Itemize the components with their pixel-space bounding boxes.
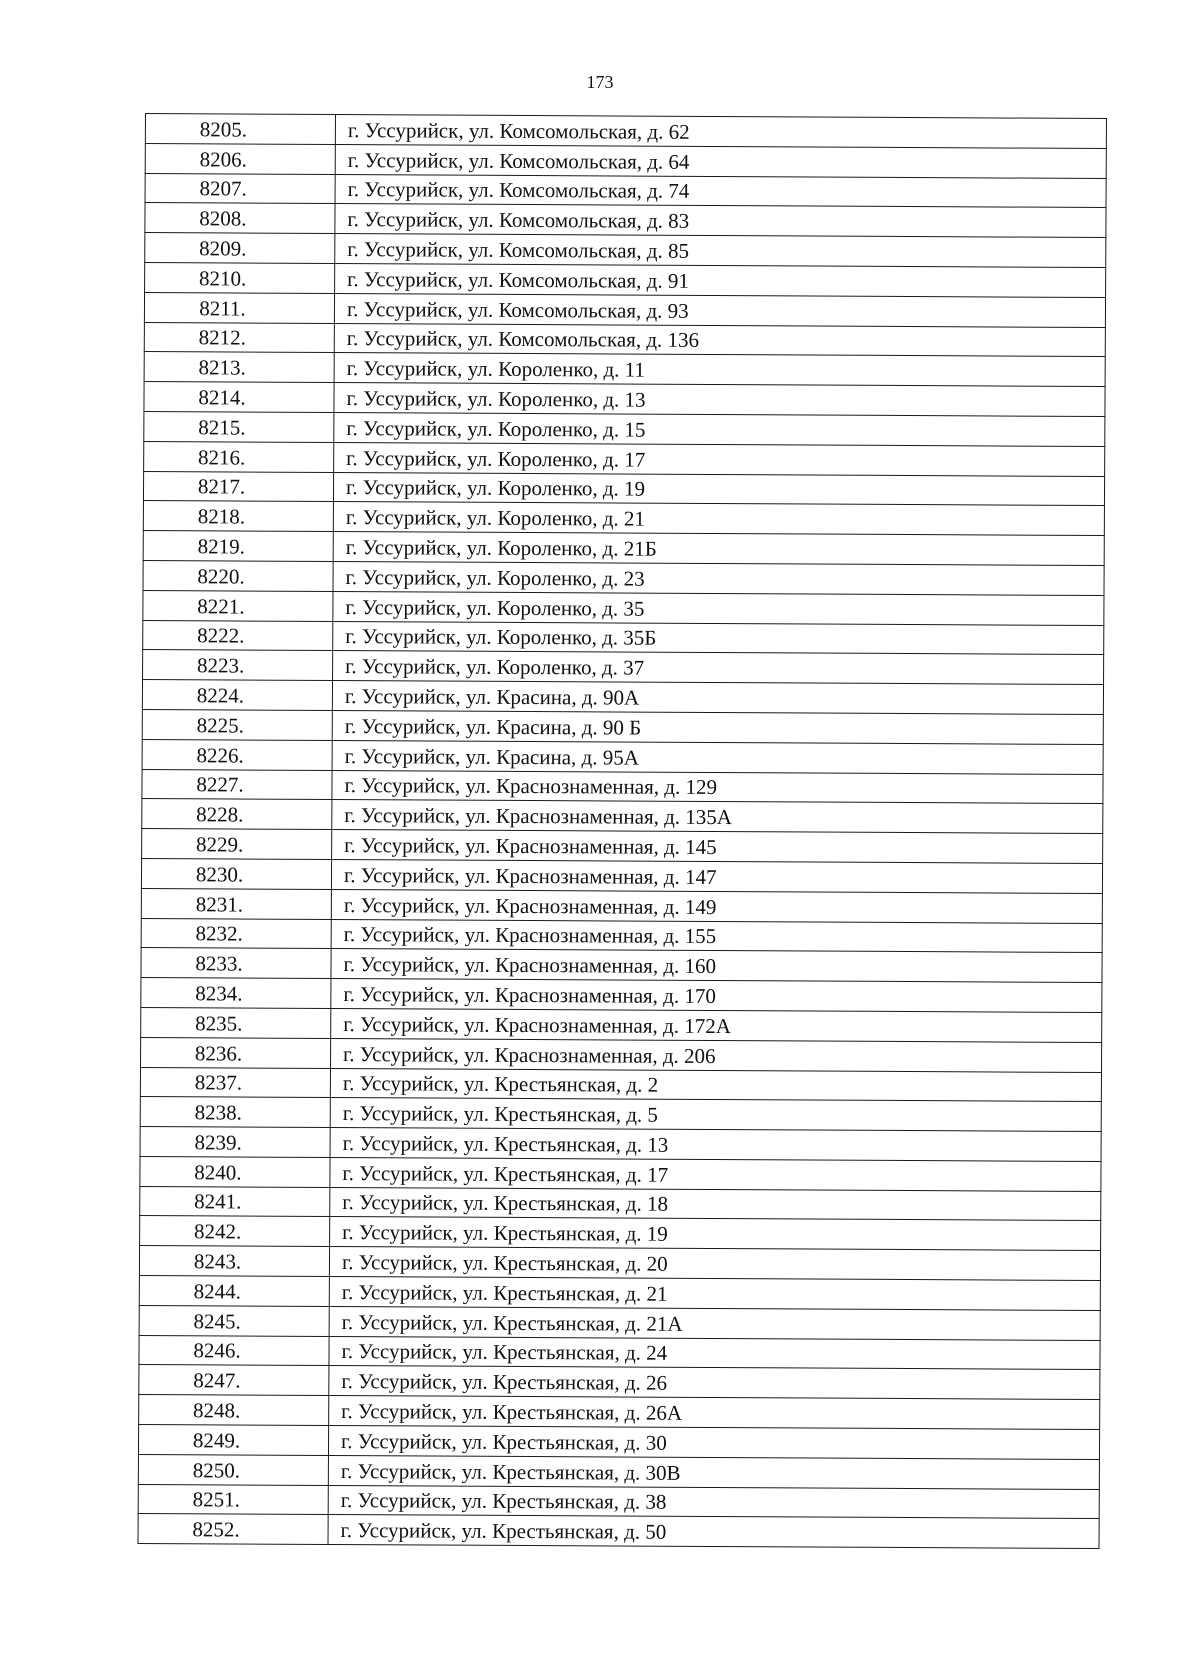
row-address: г. Уссурийск, ул. Короленко, д. 21 [333, 502, 1104, 536]
row-number: 8244. [139, 1276, 329, 1307]
row-number: 8217. [143, 471, 333, 502]
row-number: 8226. [142, 739, 332, 770]
row-address: г. Уссурийск, ул. Краснознаменная, д. 147 [331, 859, 1102, 893]
row-address: г. Уссурийск, ул. Краснознаменная, д. 149 [331, 889, 1102, 923]
row-number: 8218. [143, 501, 333, 532]
row-address: г. Уссурийск, ул. Короленко, д. 23 [333, 561, 1104, 595]
table-row [138, 1514, 1099, 1549]
row-number: 8236. [141, 1037, 331, 1068]
row-address: г. Уссурийск, ул. Комсомольская, д. 136 [334, 323, 1105, 357]
row-number: 8233. [141, 948, 331, 979]
row-number: 8243. [139, 1246, 329, 1277]
row-address: г. Уссурийск, ул. Короленко, д. 13 [334, 383, 1105, 417]
row-address: г. Уссурийск, ул. Крестьянская, д. 19 [330, 1217, 1101, 1251]
row-number: 8232. [141, 918, 331, 949]
row-address: г. Уссурийск, ул. Крестьянская, д. 21А [329, 1306, 1100, 1340]
row-address: г. Уссурийск, ул. Крестьянская, д. 13 [330, 1128, 1101, 1162]
row-number: 8227. [142, 769, 332, 800]
row-address: г. Уссурийск, ул. Короленко, д. 15 [334, 412, 1105, 446]
row-number: 8248. [139, 1395, 329, 1426]
row-number: 8241. [140, 1186, 330, 1217]
row-number: 8246. [139, 1335, 329, 1366]
row-address: г. Уссурийск, ул. Короленко, д. 17 [334, 442, 1105, 476]
row-address: г. Уссурийск, ул. Краснознаменная, д. 170 [331, 979, 1102, 1013]
row-number: 8207. [145, 173, 335, 204]
row-address: г. Уссурийск, ул. Комсомольская, д. 93 [334, 293, 1105, 327]
row-address: г. Уссурийск, ул. Краснознаменная, д. 160 [331, 949, 1102, 983]
row-number: 8245. [139, 1305, 329, 1336]
row-number: 8209. [145, 233, 335, 264]
row-number: 8214. [144, 382, 334, 413]
row-address: г. Уссурийск, ул. Краснознаменная, д. 155 [331, 919, 1102, 953]
address-table [138, 113, 1107, 1549]
row-address: г. Уссурийск, ул. Краснознаменная, д. 172А [331, 1008, 1102, 1042]
row-address: г. Уссурийск, ул. Комсомольская, д. 85 [335, 234, 1106, 268]
row-address: г. Уссурийск, ул. Комсомольская, д. 64 [335, 144, 1106, 178]
row-address: г. Уссурийск, ул. Крестьянская, д. 17 [330, 1157, 1101, 1191]
row-number: 8222. [143, 620, 333, 651]
row-number: 8238. [140, 1097, 330, 1128]
row-number: 8216. [144, 441, 334, 472]
row-address: г. Уссурийск, ул. Крестьянская, д. 50 [328, 1515, 1099, 1549]
row-address: г. Уссурийск, ул. Крестьянская, д. 26А [329, 1396, 1100, 1430]
row-number: 8212. [144, 322, 334, 353]
row-number: 8225. [142, 709, 332, 740]
row-address: г. Уссурийск, ул. Короленко, д. 11 [334, 353, 1105, 387]
row-number: 8213. [144, 352, 334, 383]
row-address: г. Уссурийск, ул. Крестьянская, д. 2 [330, 1068, 1101, 1102]
row-number: 8210. [145, 262, 335, 293]
row-number: 8224. [142, 680, 332, 711]
row-number: 8229. [142, 829, 332, 860]
row-number: 8219. [143, 531, 333, 562]
row-address: г. Уссурийск, ул. Короленко, д. 19 [333, 472, 1104, 506]
row-address: г. Уссурийск, ул. Красина, д. 95А [332, 740, 1103, 774]
row-address: г. Уссурийск, ул. Короленко, д. 21Б [333, 532, 1104, 566]
row-address: г. Уссурийск, ул. Краснознаменная, д. 135А [332, 800, 1103, 834]
row-number: 8220. [143, 560, 333, 591]
row-number: 8234. [141, 978, 331, 1009]
row-address: г. Уссурийск, ул. Крестьянская, д. 20 [329, 1247, 1100, 1281]
row-address: г. Уссурийск, ул. Крестьянская, д. 38 [328, 1485, 1099, 1519]
row-address: г. Уссурийск, ул. Крестьянская, д. 18 [330, 1187, 1101, 1221]
row-number: 8208. [145, 203, 335, 234]
row-address: г. Уссурийск, ул. Крестьянская, д. 30В [328, 1455, 1099, 1489]
row-number: 8249. [138, 1425, 328, 1456]
row-address: г. Уссурийск, ул. Крестьянская, д. 24 [329, 1336, 1100, 1370]
row-address: г. Уссурийск, ул. Красина, д. 90А [332, 681, 1103, 715]
row-number: 8250. [138, 1454, 328, 1485]
row-number: 8230. [141, 858, 331, 889]
row-address: г. Уссурийск, ул. Комсомольская, д. 83 [335, 204, 1106, 238]
row-address: г. Уссурийск, ул. Комсомольская, д. 74 [335, 174, 1106, 208]
row-address: г. Уссурийск, ул. Комсомольская, д. 91 [335, 263, 1106, 297]
row-address: г. Уссурийск, ул. Краснознаменная, д. 206 [331, 1038, 1102, 1072]
row-number: 8252. [138, 1514, 328, 1545]
row-number: 8215. [144, 411, 334, 442]
row-address: г. Уссурийск, ул. Крестьянская, д. 30 [328, 1426, 1099, 1460]
row-number: 8240. [140, 1156, 330, 1187]
row-address: г. Уссурийск, ул. Короленко, д. 35 [333, 591, 1104, 625]
row-number: 8211. [144, 292, 334, 323]
page-number: 173 [586, 72, 614, 92]
row-address: г. Уссурийск, ул. Крестьянская, д. 21 [329, 1277, 1100, 1311]
row-address: г. Уссурийск, ул. Красина, д. 90 Б [332, 710, 1103, 744]
row-address: г. Уссурийск, ул. Краснознаменная, д. 145 [332, 830, 1103, 864]
row-address: г. Уссурийск, ул. Крестьянская, д. 26 [329, 1366, 1100, 1400]
row-number: 8242. [140, 1216, 330, 1247]
row-number: 8239. [140, 1127, 330, 1158]
row-number: 8247. [139, 1365, 329, 1396]
row-address: г. Уссурийск, ул. Короленко, д. 37 [333, 651, 1104, 685]
row-address: г. Уссурийск, ул. Крестьянская, д. 5 [330, 1098, 1101, 1132]
row-number: 8223. [143, 650, 333, 681]
row-number: 8231. [141, 888, 331, 919]
row-number: 8251. [138, 1484, 328, 1515]
row-number: 8228. [142, 799, 332, 830]
row-number: 8205. [145, 114, 335, 145]
row-number: 8235. [141, 1007, 331, 1038]
address-table-body [138, 114, 1106, 1549]
row-address: г. Уссурийск, ул. Краснознаменная, д. 129 [332, 770, 1103, 804]
row-number: 8206. [145, 143, 335, 174]
row-address: г. Уссурийск, ул. Комсомольская, д. 62 [335, 114, 1106, 148]
row-number: 8237. [140, 1067, 330, 1098]
row-number: 8221. [143, 590, 333, 621]
row-address: г. Уссурийск, ул. Короленко, д. 35Б [333, 621, 1104, 655]
